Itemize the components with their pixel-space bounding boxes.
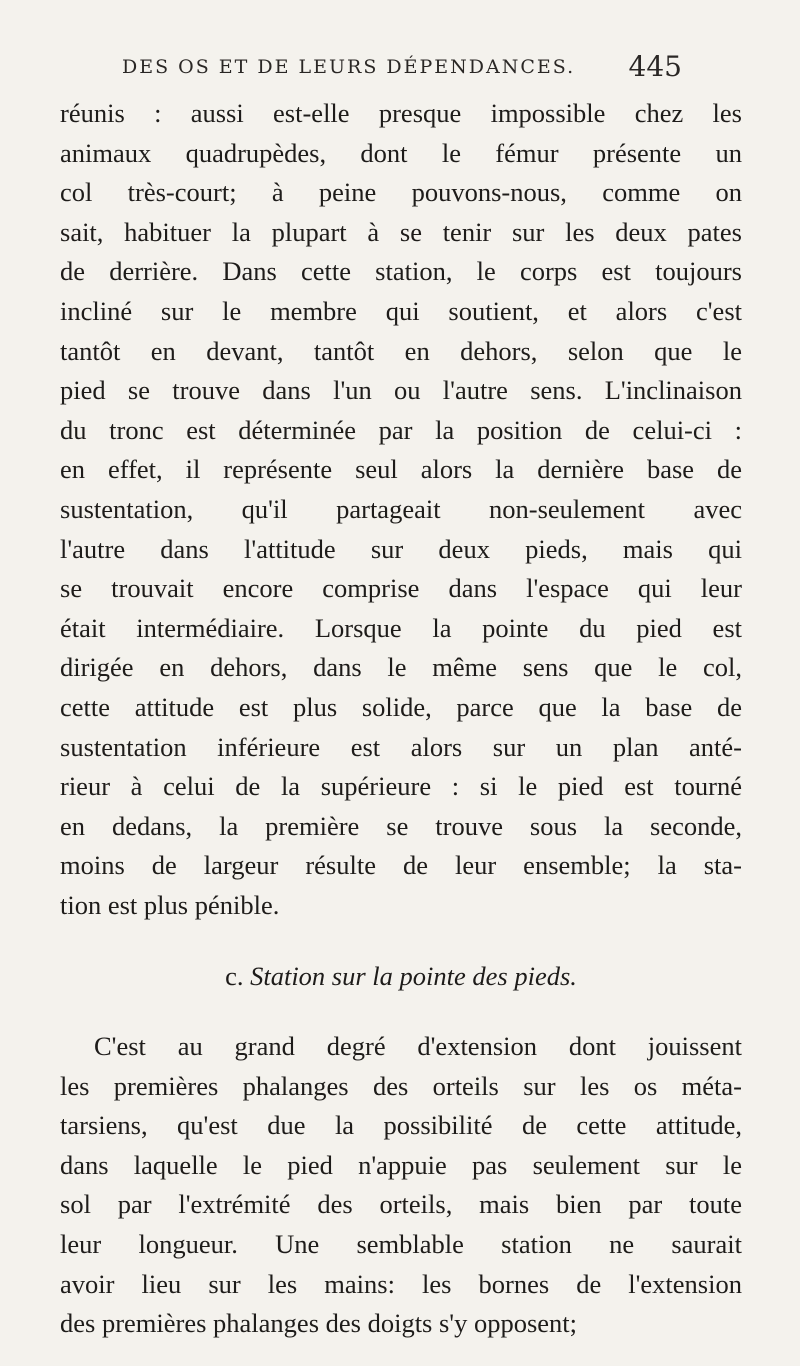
section-letter: c. (225, 961, 244, 992)
text-line: rieur à celui de la supérieure : si le pied est tourné (60, 771, 742, 802)
text-line: les premières phalanges des orteils sur les os méta- (60, 1070, 742, 1101)
text-line: leur longueur. Une semblable station ne saurait (60, 1229, 742, 1260)
text-line: animaux quadrupèdes, dont le fémur présente un (60, 137, 742, 168)
text-line: sustentation inférieure est alors sur un plan anté- (60, 731, 742, 762)
text-line: du tronc est déterminée par la position de celui-ci : (60, 414, 742, 445)
paragraph-1 (60, 94, 742, 925)
text-line: dirigée en dehors, dans le même sens que le col, (60, 652, 742, 683)
text-line: des premières phalanges des doigts s'y opposent; (60, 1308, 578, 1339)
running-title: DES OS ET DE LEURS DÉPENDANCES. (122, 56, 576, 78)
text-line: col très-court; à peine pouvons-nous, comme on (60, 177, 742, 208)
text-line: incliné sur le membre qui soutient, et alors c'est (60, 295, 742, 326)
paragraph-2 (60, 1027, 742, 1344)
text-line: tarsiens, qu'est due la possibilité de cette attitude, (60, 1110, 742, 1141)
text-line: l'autre dans l'attitude sur deux pieds, mais qui (60, 533, 742, 564)
section-heading (60, 957, 742, 997)
text-line: avoir lieu sur les mains: les bornes de l'extension (60, 1268, 742, 1299)
body-text (60, 94, 742, 1344)
text-line: en dedans, la première se trouve sous la seconde, (60, 810, 742, 841)
text-line: moins de largeur résulte de leur ensemble; la sta- (60, 850, 742, 881)
page-number: 445 (628, 50, 682, 83)
text-line: dans laquelle le pied n'appuie pas seulement sur le (60, 1149, 742, 1180)
text-line: pied se trouve dans l'un ou l'autre sens. L'inclinaison (60, 375, 742, 406)
text-line: se trouvait encore comprise dans l'espace qui leur (60, 573, 742, 604)
text-line: sol par l'extrémité des orteils, mais bien par toute (60, 1189, 742, 1220)
section-title: Station sur la pointe des pieds. (250, 961, 577, 992)
running-head (122, 50, 682, 83)
text-line: en effet, il représente seul alors la dernière base de (60, 454, 742, 485)
text-line: C'est au grand degré d'extension dont jouissent (94, 1031, 742, 1062)
text-line: sait, habituer la plupart à se tenir sur les deux pates (60, 216, 742, 247)
text-line: sustentation, qu'il partageait non-seulement avec (60, 493, 742, 524)
text-line: tantôt en devant, tantôt en dehors, selon que le (60, 335, 742, 366)
text-line: tion est plus pénible. (60, 889, 280, 920)
text-line: réunis : aussi est-elle presque impossible chez les (60, 98, 742, 128)
text-line: cette attitude est plus solide, parce que la base de (60, 691, 742, 722)
text-line: était intermédiaire. Lorsque la pointe du pied est (60, 612, 742, 643)
text-line: de derrière. Dans cette station, le corps est toujours (60, 256, 742, 287)
